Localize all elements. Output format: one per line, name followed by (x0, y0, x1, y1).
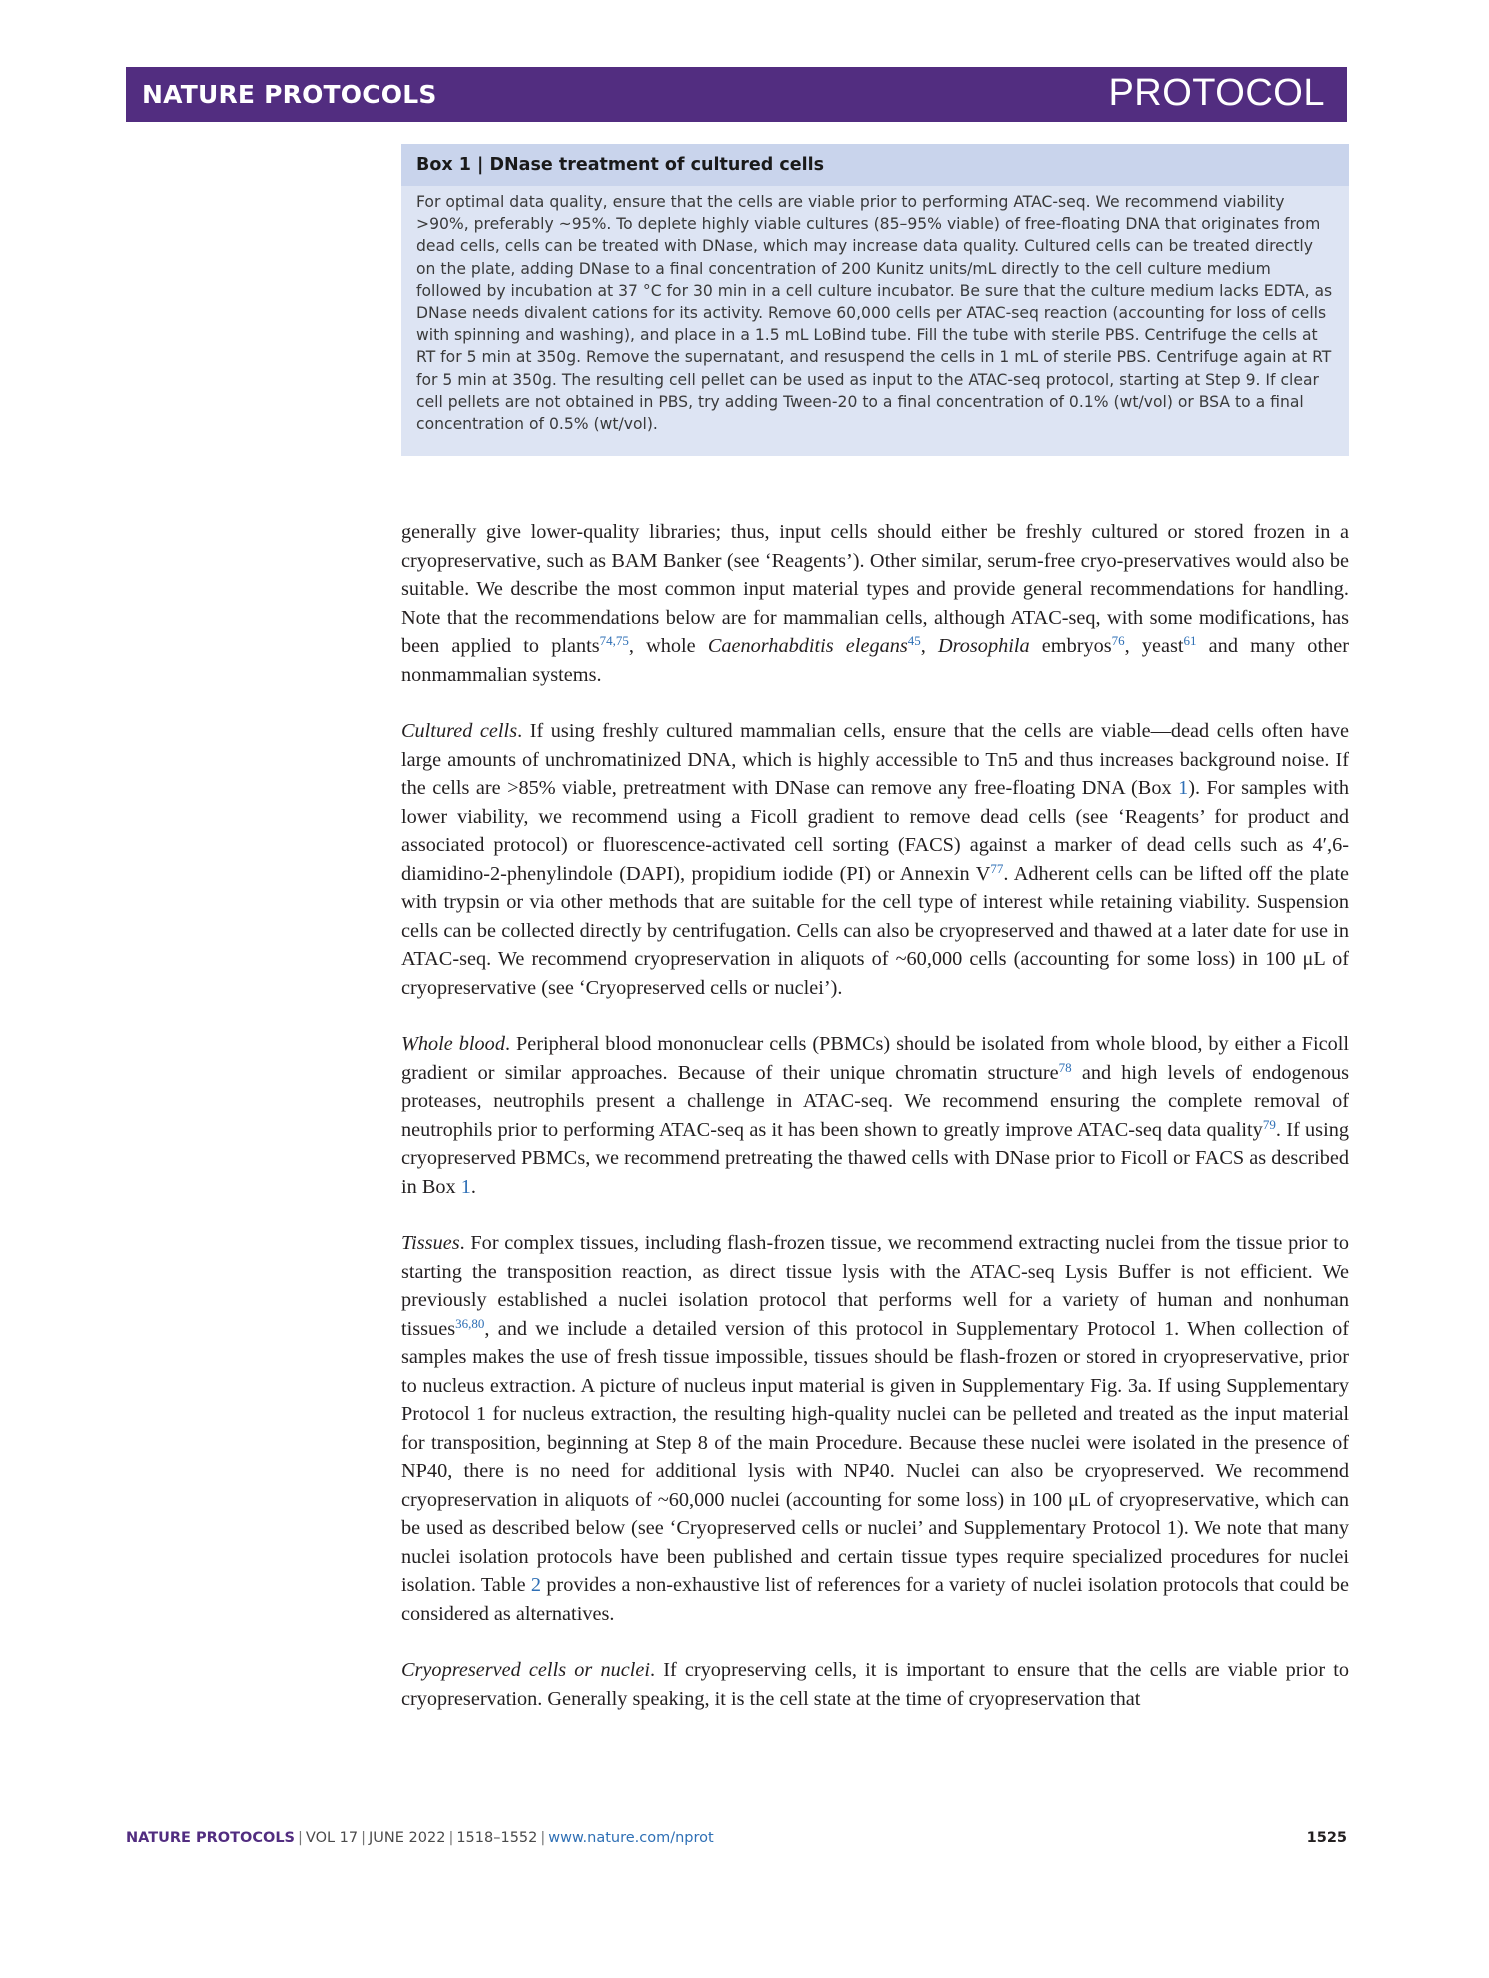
text-run: and high levels of endogenous proteases, neutrophils present a challenge in ATAC-seq. We recommend ensuring the complete removal of neutrophils prior to performing ATAC-seq as it has been shown to greatly improve ATAC-seq data quality (401, 1061, 1349, 1141)
paragraph-cryopreserved (401, 1656, 1349, 1713)
citation-ref[interactable]: 45 (907, 633, 921, 648)
citation-ref[interactable]: 76 (1111, 633, 1125, 648)
footer-volume: VOL 17 (305, 1830, 359, 1846)
box-1 (401, 144, 1349, 456)
run-in-heading: Tissues (401, 1232, 460, 1254)
text-run: , (920, 635, 938, 657)
run-in-heading: Cultured cells (401, 720, 518, 742)
citation-ref[interactable]: 78 (1058, 1059, 1072, 1075)
text-run: . Adherent cells can be lifted off the plate with trypsin or via other methods that are suitable for the cell type of interest while retaining viability. Suspension cells can be collected directly by centrifugation. Cells can also be cryopreserved and thawed at a later date for use in ATAC-seq. We recommend cryopreservation in aliquots of ~60,000 cells (accounting for some loss) in 100 μL of cryopreservative (see ‘Cryopreserved cells or nuclei’). (401, 862, 1349, 999)
footer-url-link[interactable]: www.nature.com/nprot (548, 1830, 714, 1846)
paragraph-input-material (401, 518, 1349, 689)
citation-ref[interactable]: 74,75 (599, 633, 629, 648)
table-link[interactable]: 2 (530, 1574, 542, 1596)
text-run: , yeast (1124, 635, 1184, 657)
text-run: . If using cryopreserved PBMCs, we recommend pretreating the thawed cells with DNase prior to Ficoll or FACS as described in Box (401, 1118, 1349, 1198)
text-run: . For complex tissues, including flash-frozen tissue, we recommend extracting nuclei from the tissue prior to starting the transposition reaction, as direct tissue lysis with the ATAC-seq Lysis Buffer is not efficient. We previously established a nuclei isolation protocol that performs well for a variety of human and nonhuman tissues (401, 1232, 1349, 1340)
species-name: Caenorhabditis elegans (707, 635, 908, 657)
page-footer: NATURE PROTOCOLS | VOL 17 | JUNE 2022 | 1518–1552 | www.nature.com/nprot 1525 (126, 1830, 1347, 1846)
text-run: . If cryopreserving cells, it is important to ensure that the cells are viable prior to cryopreservation. Generally speaking, it is the cell state at the time of cryopreservation that (401, 1659, 1349, 1710)
text-run: provides a non-exhaustive list of references for a variety of nuclei isolation protocols that could be considered as alternatives. (401, 1574, 1349, 1625)
text-run: , whole (628, 635, 708, 657)
journal-name: NATURE PROTOCOLS (142, 80, 437, 109)
citation-ref[interactable]: 79 (1262, 1116, 1276, 1132)
journal-header-bar (126, 67, 1347, 122)
box-text: For optimal data quality, ensure that the cells are viable prior to performing ATAC-seq. We recommend viability >90%, preferably ~95%. To deplete highly viable cultures (85–95% viable) of free-floating DNA that originates from dead cells, cells can be treated with DNase, which may increase data quality. Cultured cells can be treated directly on the plate, adding DNase to a final concentration of 200 Kunitz units/mL directly to the cell culture medium followed by incubation at 37 °C for 30 min in a cell culture incubator. Be sure that the culture medium lacks EDTA, as DNase needs divalent cations for its activity. Remove 60,000 cells per ATAC-seq reaction (accounting for loss of cells with spinning and washing), and place in a 1.5 mL LoBind tube. Fill the tube with sterile PBS. Centrifuge the cells at RT for 5 min at 350g. Remove the supernatant, and resuspend the cells in 1 mL of sterile PBS. Centrifuge again at RT for 5 min at 350g. The resulting cell pellet can be used as input to the ATAC-seq protocol, starting at Step 9. If clear cell pellets are not obtained in PBS, try adding Tween-20 to a final concentration of 0.1% (wt/vol) or BSA to a final concentration of 0.5% (wt/vol). (416, 193, 1333, 434)
footer-issue: JUNE 2022 (369, 1830, 446, 1846)
citation-ref[interactable]: 61 (1183, 633, 1197, 648)
box-link[interactable]: 1 (460, 1175, 471, 1198)
text-run: . If using freshly cultured mammalian cells, ensure that the cells are viable—dead cells often have large amounts of unchromatinized DNA, which is highly accessible to Tn5 and thus increases background noise. If the cells are >85% viable, pretreatment with DNase can remove any free-floating DNA (Box (401, 720, 1349, 799)
main-text (401, 518, 1349, 1741)
text-run: embryos (1029, 635, 1112, 657)
article-type: PROTOCOL (1108, 72, 1325, 114)
box-link[interactable]: 1 (1178, 777, 1189, 799)
citation-ref[interactable]: 77 (990, 860, 1004, 876)
text-run: . (470, 1175, 476, 1198)
text-run: generally give lower-quality libraries; thus, input cells should either be freshly cultured or stored frozen in a cryopreservative, such as BAM Banker (see ‘Reagents’). Other similar, serum-free cryo-preservatives would also be suitable. We describe the most common input material types and provide general recommendations for handling. Note that the recommendations below are for mammalian cells, although ATAC-seq, with some modifications, has been applied to plants (401, 521, 1349, 657)
page-number: 1525 (1306, 1830, 1347, 1846)
footer-journal: NATURE PROTOCOLS (126, 1830, 296, 1846)
footer-pages: 1518–1552 (456, 1830, 538, 1846)
citation-ref[interactable]: 36,80 (455, 1315, 485, 1331)
species-name: Drosophila (937, 635, 1030, 657)
paragraph-whole-blood (401, 1030, 1349, 1201)
box-title-strip (401, 144, 1349, 186)
text-run: . Peripheral blood mononuclear cells (PBMCs) should be isolated from whole blood, by either a Ficoll gradient or similar approaches. Because of their unique chromatin structure (401, 1033, 1349, 1084)
text-run: , and we include a detailed version of this protocol in Supplementary Protocol 1. When collection of samples makes the use of fresh tissue impossible, tissues should be flash-frozen or stored in cryopreservative, prior to nucleus extraction. A picture of nucleus input material is given in Supplementary Fig. 3a. If using Supplementary Protocol 1 for nucleus extraction, the resulting high-quality nuclei can be pelleted and treated as the input material for transposition, beginning at Step 8 of the main Procedure. Because these nuclei were isolated in the presence of NP40, there is no need for additional lysis with NP40. Nuclei can also be cryopreserved. We recommend cryopreservation in aliquots of ~60,000 nuclei (accounting for some loss) in 100 μL of cryopreservative, which can be used as described below (see ‘Cryopreserved cells or nuclei’ and Supplementary Protocol 1). We note that many nuclei isolation protocols have been published and certain tissue types require specialized procedures for nuclei isolation. Table (401, 1317, 1349, 1596)
paragraph-cultured-cells (401, 717, 1349, 1002)
box-title: Box 1 | DNase treatment of cultured cells (416, 155, 825, 175)
run-in-heading: Cryopreserved cells or nuclei (401, 1659, 650, 1681)
text-run: ). For samples with lower viability, we recommend using a Ficoll gradient to remove dead cells (see ‘Reagents’ for product and associated protocol) or fluorescence-activated cell sorting (FACS) against a marker of dead cells such as 4′,6-diamidino-2-phenylindole (DAPI), propidium iodide (PI) or Annexin V (401, 777, 1349, 885)
paragraph-tissues (401, 1229, 1349, 1628)
text-run: and many other nonmammalian systems. (401, 635, 1349, 686)
run-in-heading: Whole blood (401, 1033, 505, 1055)
